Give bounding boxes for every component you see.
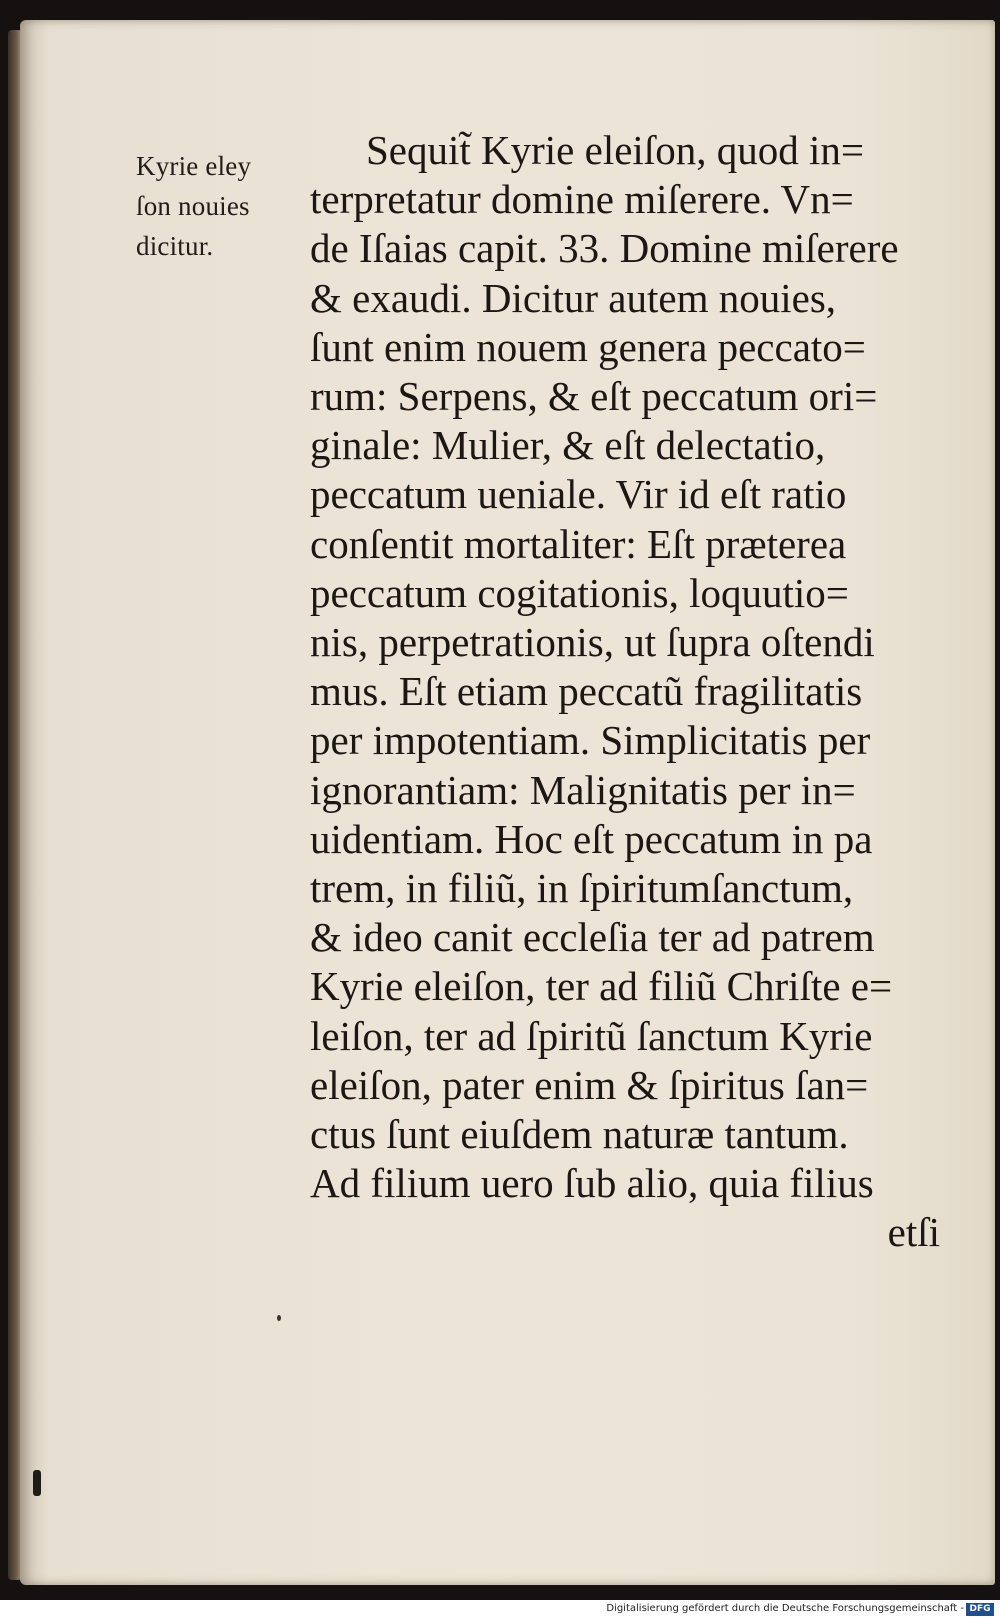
text-line: Kyrie eleiſon, ter ad filiũ Chriſte e= [310, 963, 893, 1010]
paper-speck [33, 1470, 41, 1496]
text-line: terpretatur domine miſerere. Vn= [310, 176, 854, 223]
text-line: ſunt enim nouem genera peccato= [310, 323, 866, 370]
text-line: leiſon, ter ad ſpiritũ ſanctum Kyrie [310, 1012, 873, 1059]
text-line: peccatum ueniale. Vir id eſt ratio [310, 471, 847, 518]
marginal-note-line-2: ſon nouies [136, 191, 250, 221]
text-line: nis, perpetrationis, ut ſupra oſtendi [310, 619, 875, 666]
text-line: ignorantiam: Malignitatis per in= [310, 766, 856, 813]
text-line: trem, in filiũ, in ſpiritumſanctum, [310, 865, 854, 912]
text-line: peccatum cogitationis, loquutio= [310, 569, 849, 616]
text-line: uidentiam. Hoc eſt peccatum in pa [310, 815, 873, 862]
text-line: ctus ſunt eiuſdem naturæ tantum. [310, 1111, 849, 1158]
text-line: mus. Eſt etiam peccatũ fragilitatis [310, 668, 863, 715]
text-line: ginale: Mulier, & eſt delectatio, [310, 422, 826, 469]
text-line: Ad filium uero ſub alio, quia filius [310, 1160, 874, 1207]
text-line: conſentit mortaliter: Eſt præterea [310, 520, 847, 567]
marginal-note [136, 146, 306, 266]
text-line: Sequit̃ Kyrie eleiſon, quod in= [366, 127, 864, 173]
marginal-note-line-1: Kyrie eley [136, 151, 252, 181]
dfg-logo: DFG [966, 1603, 994, 1616]
paper-speck [277, 1315, 281, 1321]
text-line: de Iſaias capit. 33. Domine miſerere [310, 225, 899, 272]
text-line: per impotentiam. Simplicitatis per [310, 717, 871, 764]
text-line: rum: Serpens, & eſt peccatum ori= [310, 373, 878, 420]
text-line: & ideo canit eccleſia ter ad patrem [310, 914, 875, 961]
text-line: & exaudi. Dicitur autem nouies, [310, 274, 837, 321]
funding-credit: Digitalisierung gefördert durch die Deutsche Forschungsgemeinschaft - [606, 1603, 964, 1614]
catchword: etſi [887, 1209, 940, 1256]
text-line: eleiſon, pater enim & ſpiritus ſan= [310, 1061, 869, 1108]
main-text-block [310, 126, 950, 1258]
marginal-note-line-3: dicitur. [136, 231, 214, 261]
